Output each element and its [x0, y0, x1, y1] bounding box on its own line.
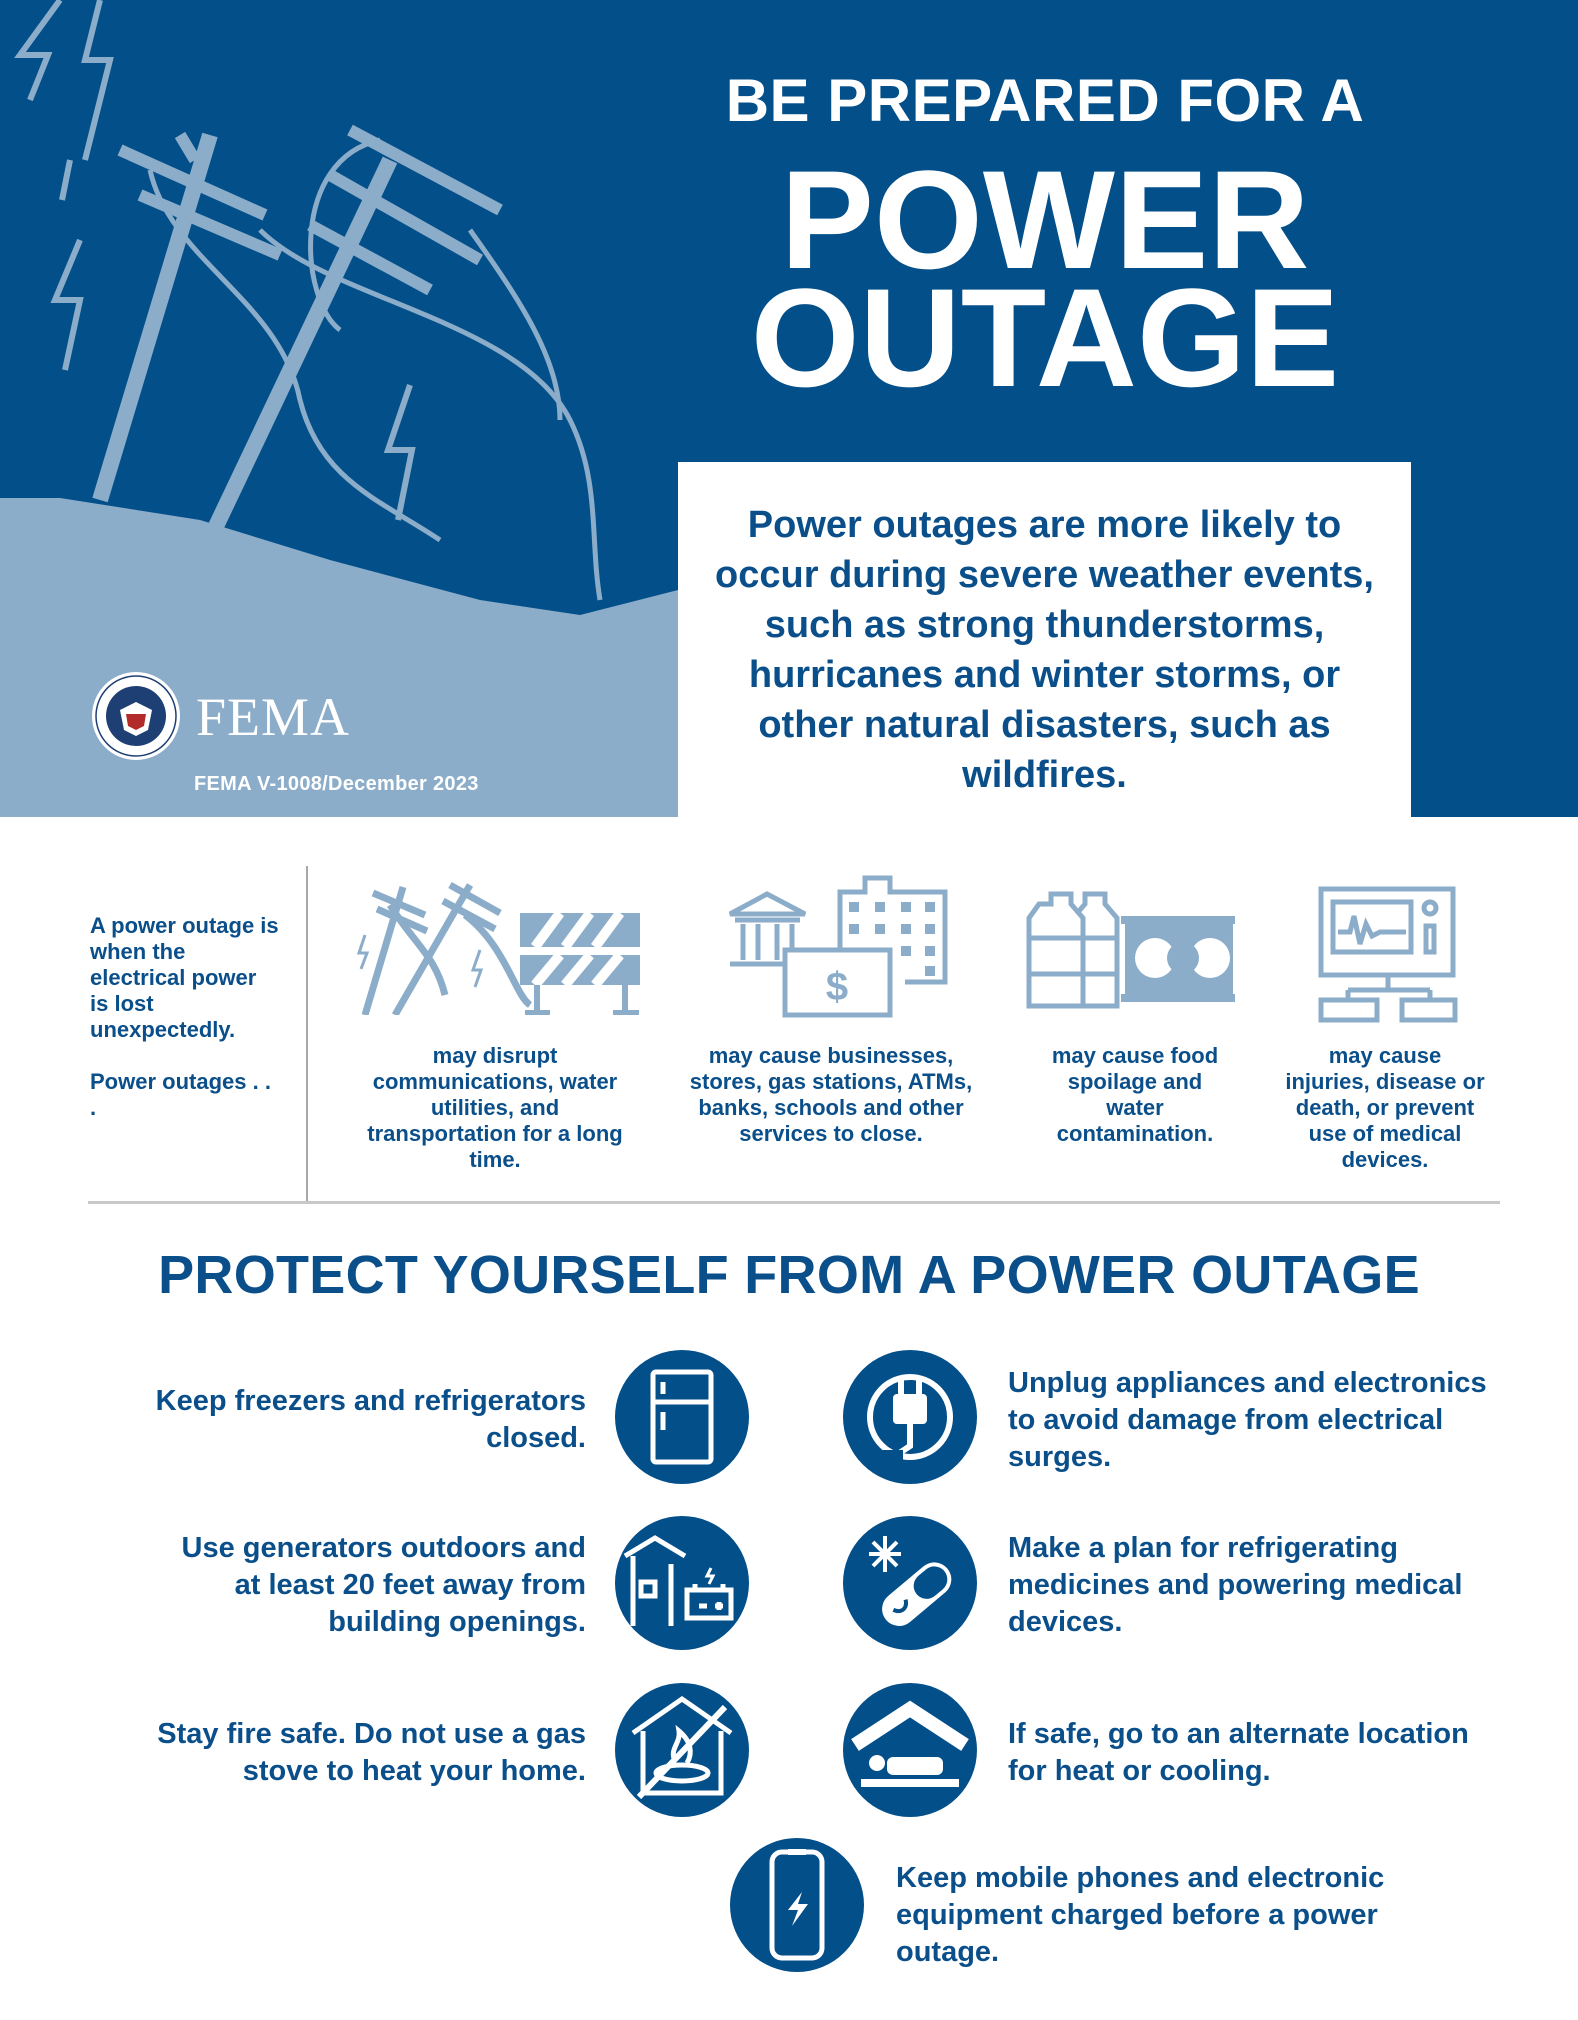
pill-snowflake-icon	[843, 1516, 977, 1650]
document-code: FEMA V-1008/December 2023	[194, 773, 479, 795]
fema-logo-text: FEMA	[196, 687, 351, 747]
phone-circle	[730, 1838, 864, 1972]
tip-fridge: Keep freezers and refrigerators closed.	[155, 1385, 586, 1454]
tip-charge-phones: Keep mobile phones and electronic equipment charged before a power outage.	[896, 1862, 1385, 1968]
impact-lead	[90, 913, 280, 1121]
pill-circle	[843, 1516, 977, 1650]
protect-title: PROTECT YOURSELF FROM A POWER OUTAGE	[158, 1245, 1420, 1305]
refrigerator-icon	[615, 1350, 749, 1484]
plug-icon	[843, 1350, 977, 1484]
hero-banner	[0, 0, 1578, 817]
title-line-3: OUTAGE	[750, 259, 1340, 416]
impact-continuation: Power outages . . .	[90, 1069, 271, 1120]
impact-text-medical: may cause injuries, disease or death, or prevent use of medical devices.	[1285, 1043, 1485, 1172]
intro-box	[678, 462, 1411, 817]
generator-circle	[615, 1516, 749, 1650]
impact-text-food: may cause food spoilage and water contamination.	[1051, 1043, 1219, 1146]
water-bottles-food-can-icon	[1025, 888, 1235, 1012]
intro-text: Power outages are more likely to occur during severe weather events, such as strong thunderstorms, hurricanes and winter storms, or other natural disasters, such as wildfires.	[715, 504, 1374, 796]
buildings-money-icon	[725, 872, 955, 1020]
title-line-2: POWER	[780, 141, 1310, 298]
tip-alternate-location: If safe, go to an alternate location for heat or cooling.	[1008, 1718, 1469, 1787]
no-gas-stove-circle	[615, 1683, 749, 1817]
dhs-seal-icon	[90, 670, 182, 762]
generator-house-icon	[615, 1516, 749, 1650]
tip-medicines: Make a plan for refrigerating medicines and powering medical devices.	[1008, 1532, 1463, 1638]
impact-text-communications: may disrupt communications, water utilities, and transportation for a long time.	[367, 1043, 623, 1172]
mobile-phone-charge-icon	[730, 1838, 864, 1972]
power-lines-barricade-icon	[355, 875, 645, 1015]
svg-text:$: $	[825, 965, 849, 1009]
vertical-divider	[306, 866, 308, 1202]
impact-text-services: may cause businesses, stores, gas stations, ATMs, banks, schools and other services to close.	[689, 1043, 973, 1146]
horizontal-divider	[88, 1201, 1500, 1204]
refrigerator-circle	[615, 1350, 749, 1484]
no-gas-stove-icon	[615, 1683, 749, 1817]
tip-unplug: Unplug appliances and electronics to avoid damage from electrical surges.	[1008, 1367, 1487, 1473]
plug-circle	[843, 1350, 977, 1484]
tip-fire-safe: Stay fire safe. Do not use a gas stove to heat your home.	[157, 1718, 586, 1787]
title-line-1: BE PREPARED FOR A	[725, 67, 1365, 134]
shelter-circle	[843, 1683, 977, 1817]
impact-definition: A power outage is when the electrical power is lost unexpectedly.	[90, 913, 279, 1042]
shelter-icon	[843, 1683, 977, 1817]
tip-generators: Use generators outdoors and at least 20 feet away from building openings.	[181, 1532, 586, 1638]
medical-monitor-icon	[1318, 886, 1458, 1026]
